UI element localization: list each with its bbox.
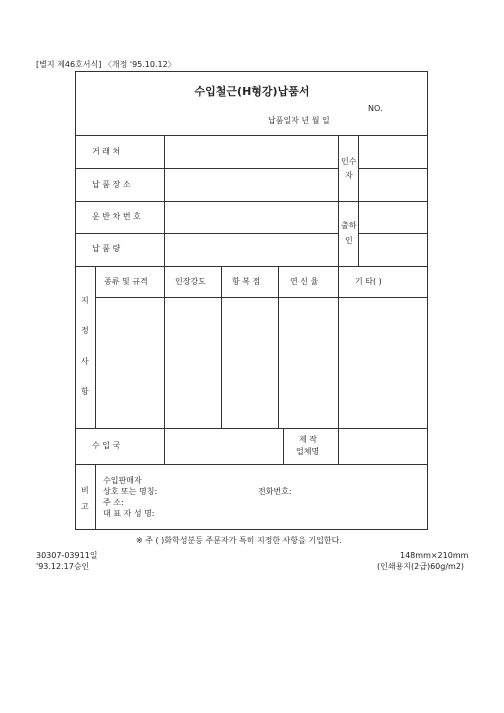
form-ref: [별지 제46호서식] 〈개정 '95.10.12〉 [36, 60, 176, 69]
divider [164, 428, 165, 464]
remarks-phone: 전화번호: [258, 487, 292, 496]
divider [75, 428, 428, 429]
spec-side-label-2: 정 [81, 326, 89, 335]
spec-elongation-field[interactable] [280, 299, 336, 426]
maker-field[interactable] [340, 430, 426, 462]
form-title: 수입철근(H형강)납품서 [194, 85, 310, 98]
divider [164, 266, 165, 428]
divider [338, 428, 339, 464]
spec-other-field[interactable] [340, 299, 426, 426]
footer-code: 30307-03911일 [36, 551, 98, 560]
delivery-place-field[interactable] [166, 170, 336, 199]
client-field[interactable] [166, 137, 336, 166]
receiver-label-2: 자 [345, 171, 353, 180]
spec-tensile-field[interactable] [166, 299, 219, 426]
shipper-label-1: 출하 [341, 221, 357, 230]
spec-yield-field[interactable] [223, 299, 276, 426]
divider [75, 201, 428, 202]
receiver-field[interactable] [360, 137, 426, 199]
delivery-place-label: 납 품 장 소 [92, 180, 131, 189]
remarks-address: 주 소: [103, 498, 124, 507]
vehicle-no-field[interactable] [166, 203, 336, 231]
shipper-field[interactable] [360, 203, 426, 264]
spec-type-field[interactable] [97, 299, 162, 426]
maker-label-1: 제 작 [299, 435, 317, 444]
divider [75, 266, 428, 267]
shipper-label-2: 인 [345, 236, 353, 245]
divider [95, 464, 96, 530]
remarks-representative: 대 표 자 성 명: [103, 509, 155, 518]
client-label: 거 래 처 [92, 147, 121, 156]
spec-side-label-1: 지 [81, 296, 89, 305]
remarks-company-name: 상호 또는 명칭: [103, 487, 158, 496]
delivery-date: 납품일자 년 월 일 [268, 116, 330, 125]
divider [75, 168, 338, 169]
divider [75, 464, 428, 465]
remarks-side-label-2: 고 [81, 502, 89, 511]
divider [75, 135, 428, 136]
footer-size: 148mm×210mm [400, 551, 469, 560]
divider [95, 297, 428, 298]
divider [278, 266, 279, 428]
import-country-label: 수 입 국 [92, 441, 121, 450]
divider [283, 428, 284, 464]
divider [358, 135, 359, 266]
divider [221, 266, 222, 428]
footer-paper: (인쇄용지(2급)60g/m2) [377, 562, 465, 571]
divider [95, 266, 96, 428]
vehicle-no-label: 운 반 차 번 호 [92, 212, 141, 221]
footnote: ※ 주 ( )화학성분등 주문자가 특히 지정한 사항을 기입한다. [136, 536, 342, 545]
col-tensile: 인장강도 [175, 277, 206, 286]
delivery-qty-label: 납 품 량 [92, 244, 121, 253]
footer-approval: '93.12.17승인 [36, 562, 90, 571]
receiver-label-1: 인수 [341, 157, 357, 166]
col-other: 기 타( ) [355, 277, 382, 286]
divider [338, 266, 339, 428]
divider [75, 233, 338, 234]
no-label: NO. [368, 104, 383, 113]
remarks-importer: 수입판매자 [103, 476, 142, 485]
col-yield: 항 복 점 [232, 277, 261, 286]
divider [338, 135, 339, 266]
col-elongation: 연 신 율 [290, 277, 319, 286]
delivery-qty-field[interactable] [166, 235, 336, 264]
divider [164, 135, 165, 266]
remarks-side-label-1: 비 [81, 486, 89, 495]
col-type-spec: 종류 및 규격 [104, 277, 148, 286]
spec-side-label-3: 사 [81, 357, 89, 366]
spec-side-label-4: 항 [81, 387, 89, 396]
import-country-field[interactable] [166, 430, 281, 462]
maker-label-2: 업체명 [296, 447, 320, 456]
